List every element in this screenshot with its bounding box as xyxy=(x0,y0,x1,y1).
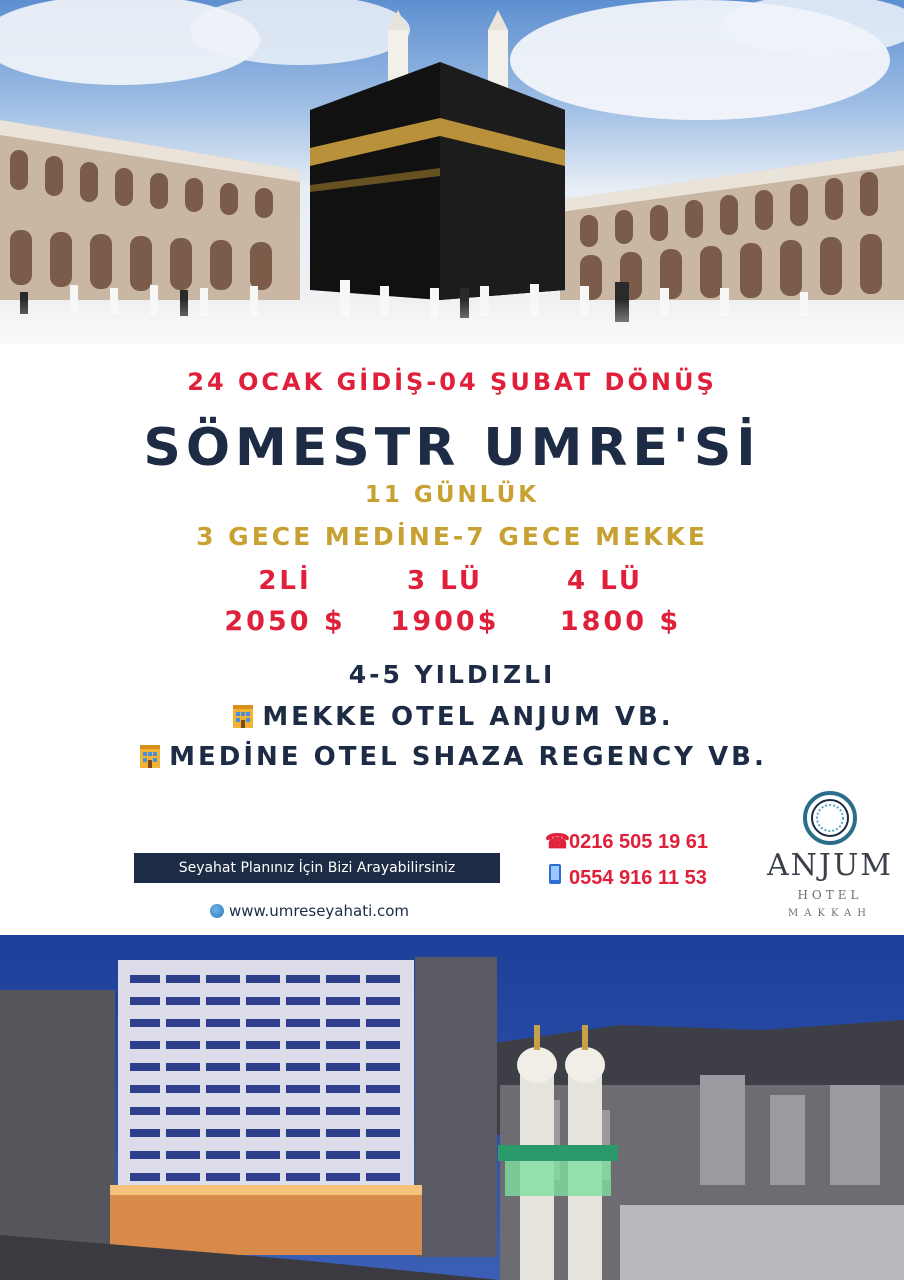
phone-mobile-number: 0554 916 11 53 xyxy=(569,867,707,889)
hotel-mekke: MEKKE OTEL ANJUM VB. xyxy=(262,702,674,732)
anjum-emblem-icon xyxy=(765,790,895,846)
kaaba-photo xyxy=(0,0,904,345)
hotel-building-icon xyxy=(230,703,256,729)
logo-brand: ANJUM xyxy=(767,848,893,883)
hotel-stars: 4-5 YILDIZLI xyxy=(348,660,556,689)
globe-icon xyxy=(210,904,224,918)
hotel-night-illustration xyxy=(0,935,904,1280)
kaaba-illustration xyxy=(0,0,904,345)
mobile-phone-icon xyxy=(545,864,565,890)
page-title: SÖMESTR UMRE'Sİ xyxy=(143,418,761,478)
logo-sub-hotel: HOTEL xyxy=(797,888,863,902)
travel-dates: 24 OCAK GİDİŞ-04 ŞUBAT DÖNÜŞ xyxy=(187,368,717,396)
anjum-hotel-logo xyxy=(765,790,895,930)
price-triple: 1900$ xyxy=(390,606,500,637)
room-type-double: 2Lİ xyxy=(258,566,312,596)
hotel-building-icon xyxy=(137,743,163,769)
trip-duration: 11 GÜNLÜK xyxy=(364,482,540,508)
price-double: 2050 $ xyxy=(224,606,346,637)
hotel-mekke-line xyxy=(0,702,904,732)
telephone-icon: ☎ xyxy=(545,831,570,853)
room-type-triple: 3 LÜ xyxy=(407,566,483,596)
top-photo-fade xyxy=(0,300,904,360)
hotel-medine: MEDİNE OTEL SHAZA REGENCY VB. xyxy=(169,742,767,772)
phone-mobile[interactable] xyxy=(545,864,707,890)
hotel-night-photo xyxy=(0,935,904,1280)
website-url: www.umreseyahati.com xyxy=(229,902,410,920)
hotel-medine-line xyxy=(0,742,904,772)
phone-landline-number: 0216 505 19 61 xyxy=(569,831,709,853)
room-type-quad: 4 LÜ xyxy=(567,566,643,596)
website-link[interactable] xyxy=(210,902,409,920)
nights-breakdown: 3 GECE MEDİNE-7 GECE MEKKE xyxy=(196,522,708,551)
logo-sub-makkah: MAKKAH xyxy=(788,908,872,919)
phone-landline[interactable] xyxy=(545,829,708,854)
call-to-action-banner: Seyahat Planınız İçin Bizi Arayabilirsiniz xyxy=(134,853,500,883)
price-quad: 1800 $ xyxy=(559,606,682,637)
